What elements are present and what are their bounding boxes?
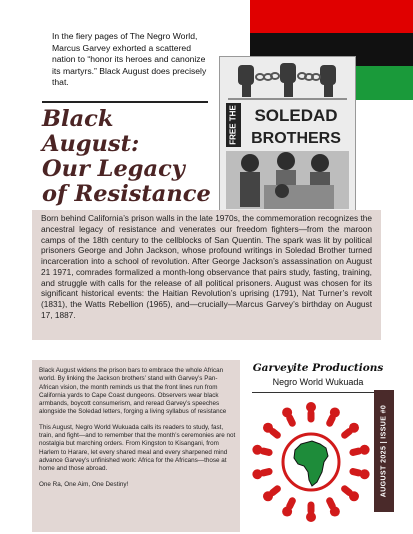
- person-body-icon: [330, 501, 333, 506]
- title-line-4: of Resistance: [42, 181, 211, 207]
- person-body-icon: [330, 418, 333, 423]
- person-body-icon: [290, 418, 293, 423]
- poster-line-2: BROTHERS: [251, 130, 341, 147]
- main-article-text: Born behind California’s prison walls in the late 1970s, the commemoration recognizes the ancestral legacy of resistance and venerates our freedom fighters—from the maroon camps of the 18th century to the cellblocks of San Quentin. The spark was lit by political prisoners George and John Jackson, whose profound writings in Soledad Brother turned incarceration into a school of revolution. After George Jackson’s assassination on August 21 1971, comrades formalized a month-long observance that pairs study, fasting, training, and struggle with calls for the release of all political prisoners. August was chosen for its significant historical events: the Haitian Revolution’s uprising (1791), Nat Turner’s revolt (1831), the Watts Rebellion (1965), and—crucially—Marcus Garvey’s birthday on August 17, 1887.: [41, 213, 372, 320]
- poster-side-text: FREE THE: [228, 105, 238, 145]
- person-body-icon: [263, 451, 269, 452]
- person-body-icon: [263, 472, 269, 473]
- sidebar-paragraph-2: This August, Negro World Wukuada calls its readers to study, fast, train, and fight—and to remember that the month’s ceremonies are not nostalgia but marching orders. From Kingston to Kisangani, from Harlem to Harare, let every shared meal and every sharpened mind advance Garvey’s unfinished work: Africa for the Africans—those at home and those abroad.: [39, 423, 236, 473]
- title-line-3: Our Legacy: [42, 156, 185, 182]
- unity-circle-emblem: [246, 396, 376, 526]
- person-body-icon: [345, 431, 350, 435]
- sidebar-article-text: [39, 367, 237, 496]
- title-line-1: Black: [42, 106, 114, 132]
- intro-divider: [42, 101, 208, 103]
- soledad-brothers-poster: [219, 56, 356, 214]
- person-body-icon: [273, 489, 278, 493]
- sidebar-paragraph-1: Black August widens the prison bars to embrace the whole African world. By linking the Jackson brothers’ stand with Garvey’s Pan-African vision, the month reminds us that the front lines run from California yards to Cape Coast dungeons. Observers wear black armbands, boycott consumerism, and reread Garvey’s speeches alongside the Soledad letters, forging a living syllabus of resistance: [39, 367, 227, 416]
- title-line-2: August:: [42, 131, 140, 157]
- poster-photo: [226, 151, 349, 209]
- production-divider: [252, 392, 382, 393]
- sidebar-paragraph-3: One Ra, One Aim, One Destiny!: [39, 480, 129, 488]
- flag-red-stripe: [250, 0, 413, 33]
- issue-label: AUGUST 2025 | ISSUE #0: [380, 404, 388, 498]
- person-body-icon: [345, 489, 350, 493]
- production-subtitle: Negro World Wukuada: [272, 377, 364, 387]
- person-body-icon: [290, 501, 293, 506]
- intro-text: In the fiery pages of The Negro World, Marcus Garvey exhorted a scattered nation to “honor its heroes and canonize its martyrs.” Black August does precisely that.: [52, 31, 207, 88]
- person-body-icon: [353, 451, 359, 452]
- poster-line-1: SOLEDAD: [254, 106, 338, 125]
- person-body-icon: [353, 472, 359, 473]
- person-body-icon: [273, 431, 278, 435]
- page-title: [42, 107, 242, 207]
- production-title: Garveyite Productions: [252, 362, 384, 374]
